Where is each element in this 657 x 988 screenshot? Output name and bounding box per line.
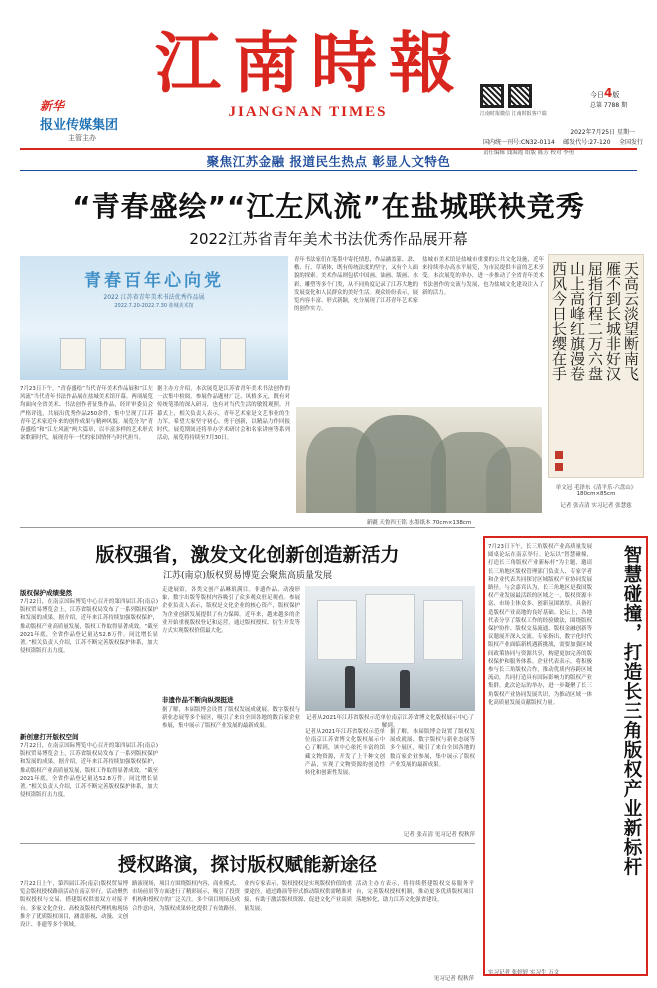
lead-article-column: 青年书法家们在笔墨中寄托情思，作品涵盖篆、隶、楷、行、草诸体，既有传统法度的坚守，又有个人面貌的探索。美术作品则包括中国画、油画、版画、水彩、雕塑等多个门类，从不同角度记录了江苏大地的发展变化和人民群众的美好生活。观众纷纷表示，展览内容丰富、形式新颖，充分展现了江苏青年艺术家的创作实力。 — [294, 257, 418, 313]
qr-codes — [480, 84, 547, 122]
qr-caption: 江南时报微信 江南时报客户端 — [480, 111, 547, 117]
lead-subheadline: 2022江苏省青年美术书法优秀作品展开幕 — [189, 230, 468, 248]
masthead-char: 報 — [389, 24, 455, 98]
story2-column: 据了解，本届版博会设置了版权发展成就展、数字版权与新业态展等多个展区，吸引了来自全国各地的数百家企业参展，集中展示了版权产业发展的最新成果。 — [162, 707, 300, 730]
newspaper-masthead — [150, 18, 470, 98]
exhibit-caption: 记者从2021年江苏省版权示范单位南京江苏省博文化版权展示中心了解到。 — [306, 715, 474, 729]
visitor-figure — [400, 670, 410, 708]
slogan-banner: 聚焦江苏金融 报道民生热点 彰显人文特色 — [206, 154, 451, 169]
visitor-figure — [345, 666, 355, 708]
poster-subtitle: 2022 江苏省青年美术书法优秀作品展 — [103, 294, 205, 301]
lead-byline: 记者 张垚清 实习记者 张慧慈 — [560, 503, 632, 509]
calligraphy-line: 雁不到长城非好汉 — [604, 261, 622, 381]
calligraphy-line: 山上高峰红旗漫卷 — [568, 261, 586, 381]
exhibition-booth-photo — [305, 586, 475, 711]
calligraphy-artwork — [548, 254, 644, 478]
masthead-char: 時 — [311, 24, 377, 98]
story2-column: 走进展馆，各类文创产品琳琅满目。非遗作品、动漫形象、数字出版等版权内容吸引了众多观众驻足观看。参展企业负责人表示，版权是文化企业的核心资产，版权保护为企业创新发展提供了有力保障。近年来，越来越多的企业开始重视版权登记和运营，通过版权授权、衍生开发等方式实现版权价值最大化。 — [162, 587, 300, 635]
header-divider — [20, 148, 637, 150]
lead-article-column: 据主办方介绍，本次展览是江苏省青年美术书法创作的一次集中检阅。参展作品题材广泛、风格多元，既有对传统笔墨的深入研习，也有对当代生活的敏锐观照。开幕式上，相关负责人表示，青年艺术家是文艺事业的生力军，希望大家坚守初心、勇于创新，以精品力作回报时代。展览期间还将举办学术研讨会和名家讲座等系列活动，展览将持续至7月30日。 — [157, 386, 290, 442]
poster-artwork — [100, 338, 126, 370]
painting-caption: 新疆 天鲁四王铭 水墨纸本 70cm×138cm — [366, 520, 472, 526]
story2-column: 据了解，本届版博会设置了版权发展成就展、数字版权与新业态展等多个展区，吸引了来自全国各地的数百家企业参展，集中展示了版权产业发展的最新成果。 — [390, 729, 475, 768]
lead-article-column: 盐城市美术馆是盐城市重要的公共文化设施，近年来持续举办高水平展览，为市民提供丰富的艺术享受。本次展览的举办，进一步推动了全省青年美术书法创作的交流与发展，也为盐城文化建设注入了新的活力。 — [422, 257, 544, 296]
poster-date: 2022.7.20-2022.7.30 盐城美术馆 — [114, 303, 194, 309]
poster-artwork — [180, 338, 206, 370]
slogan-divider — [20, 170, 637, 171]
exhibition-poster-photo — [20, 256, 288, 380]
issue-info — [590, 86, 640, 109]
display-panel — [365, 594, 415, 664]
story2-subhead: 新创意打开版权空间 — [20, 733, 79, 741]
story2-column: 7月22日，在南京国际博览中心召开的第四届江苏(南京)版权贸易博览会上，江苏省版权局发布了一系列版权保护和发展的成果。据介绍，近年来江苏持续加强版权保护，推动版权产业高质量发展，版权工作取得显著成效。“截至2021年底，全省作品登记量达52.8万件，同比增长显著。”相关负责人介绍，江苏不断完善版权保护体系，加大侵权盗版打击力度。 — [20, 599, 158, 655]
story2-subhead: 版权保护成绩斐然 — [20, 589, 72, 597]
qr-code-icon — [480, 84, 504, 108]
display-panel — [423, 600, 463, 660]
seal-stamp — [555, 463, 563, 471]
masthead-char: 南 — [233, 24, 299, 98]
story3-column: 业内专家表示，版权授权是实现版权价值的重要途径，通过路演等形式推动版权供需精准对接，有助于激活版权资源，促进文化产业高质量发展。 — [244, 881, 352, 912]
calligraphy-line: 天高云淡望断南飞 — [622, 261, 640, 381]
story2-headline: 版权强省，激发文化创新创造新活力 — [95, 544, 400, 566]
story3-headline: 授权路演，探讨版权赋能新途径 — [117, 855, 377, 876]
poster-artwork — [220, 338, 246, 370]
section-divider — [20, 527, 475, 528]
story3-column: 7月22日上午，第四届江苏(南京)版权贸易博览会版权授权路演活动在南京举行。活动聚焦版权授权与交易，搭建版权供需双方对接平台。多家文化企业、高校及版权代理机构现场推介了优质版权项目，涵盖影视、动漫、文创设计、非遗等多个领域。 — [20, 881, 128, 929]
section-divider — [20, 843, 475, 844]
seal-stamp — [555, 451, 563, 459]
poster-artwork — [140, 338, 166, 370]
editor-credits: 责任编辑 钱海霞 组版 陈芳 校对 李勇 — [483, 150, 575, 156]
masthead-english: JIANGNAN TIMES — [228, 104, 388, 120]
display-panel — [317, 600, 357, 660]
story2-subhead: 非遗作品不断向纵深挺进 — [162, 696, 234, 704]
feature-article-body: 7月23日下午，长三角版权产业高质量发展圆桌论坛在南京举行。论坛以“智慧碰撞，打造长三角版权产业新标杆”为主题，邀请长三角地区版权管理部门负责人、专家学者和企业代表共同探讨区域版权产业协同发展路径。与会嘉宾认为，长三角地区是我国版权产业发展最活跃的区域之一，版权资源丰富、市场主体众多、创新氛围浓厚，具备打造版权产业高地的良好基础。论坛上，各地代表分享了版权工作的经验做法，围绕版权保护协作、版权交易流通、版权金融创新等议题展开深入交流。专家指出，数字化时代版权产业面临新机遇新挑战，需要加强区域间政策协同与资源共享，构建更加完善的版权保护和服务体系。企业代表表示，将积极参与长三角版权合作，推动优质内容跨区域流动，共同打造具有国际影响力的版权产业集群。此次论坛的举办，进一步凝聚了长三角版权产业协同发展共识，为推动区域一体化高质量发展贡献版权力量。 — [488, 544, 592, 706]
publisher-subtitle: 主管主办 — [68, 134, 96, 142]
story2-column: 记者从2021年江苏省版权示范单位南京江苏省博文化版权展示中心了解到，该中心依托丰富的馆藏文物资源，开发了上千种文创产品，实现了文物资源的创造性转化和创新性发展。 — [305, 729, 385, 777]
story3-byline: 见习记者 倪秋萍 — [433, 976, 474, 982]
story2-column: 7月22日，在南京国际博览中心召开的第四届江苏(南京)版权贸易博览会上，江苏省版权局发布了一系列版权保护和发展的成果。据介绍，近年来江苏持续加强版权保护，推动版权产业高质量发展，版权工作取得显著成效。“截至2021年底，全省作品登记量达52.8万件，同比增长显著。”相关负责人介绍，江苏不断完善版权保护体系，加大侵权盗版打击力度。 — [20, 743, 158, 799]
calligraphy-line: 屈指行程二万六盘 — [586, 261, 604, 381]
calligraphy-caption: 单文冠 毛泽东《清平乐·六盘山》180cm×85cm — [555, 485, 637, 497]
story2-byline: 记者 张垚清 见习记者 倪秋萍 — [403, 832, 475, 838]
distribution: 全国发行 — [618, 139, 643, 146]
issue-date: 2022年7月25日 星期一 — [570, 129, 635, 136]
lead-article-column: 7月23日下午，“青春盛绘”当代青年美术作品展和“江左风流”当代青年书法作品展在盐城美术馆开幕。两项展览均面向全省美术、书法创作者征集作品，经评审委员会严格评选，共展出优秀作品250余件，集中呈现了江苏青年艺术家近年来的创作成果与精神风貌。展览分为“青春盛绘”和“江左风流”两大篇章，以丰富多样的艺术形式讴歌新时代，展现青年一代的家国情怀与时代担当。 — [20, 386, 153, 442]
calligraphy-line: 西风今日长缨在手 — [550, 261, 568, 381]
story2-subheadline: 江苏(南京)版权贸易博览会聚焦高质量发展 — [162, 571, 333, 581]
qr-code-icon — [508, 84, 532, 108]
xinhua-mark: 新华 — [40, 99, 65, 113]
cn-number: 国内统一刊号:CN32-0114 — [483, 139, 555, 146]
publisher-logo — [40, 95, 120, 143]
publisher-name: 报业传媒集团 — [40, 118, 119, 133]
poster-title: 青春百年心向党 — [84, 271, 224, 291]
story3-column: 路演现场，项目方围绕版权内容、商业模式、市场前景等方面进行了精彩展示，吸引了投资机构和授权方的广泛关注。多个项目现场达成合作意向，为版权成果转化提供了有效路径。 — [132, 881, 240, 912]
issue-number: 总第 7788 期 — [590, 102, 628, 109]
landscape-painting — [296, 407, 542, 513]
masthead-char: 江 — [155, 24, 221, 98]
story3-column: 活动主办方表示，将持续搭建版权交易服务平台，完善版权授权机制，推动更多优质版权项目落地转化，助力江苏文化强省建设。 — [356, 881, 474, 904]
poster-artwork — [60, 338, 86, 370]
page-count: 今日4版 — [590, 86, 620, 100]
postal-code: 邮发代号:27-120 — [563, 139, 611, 146]
lead-headline: “青春盛绘”“江左风流”在盐城联袂竞秀 — [72, 190, 585, 223]
painting-mountain — [486, 447, 542, 513]
feature-byline: 实习记者 张婷婷 实习生 万文 — [488, 970, 560, 976]
feature-headline: 智慧碰撞，打造长三角版权产业新标杆 — [621, 545, 642, 877]
